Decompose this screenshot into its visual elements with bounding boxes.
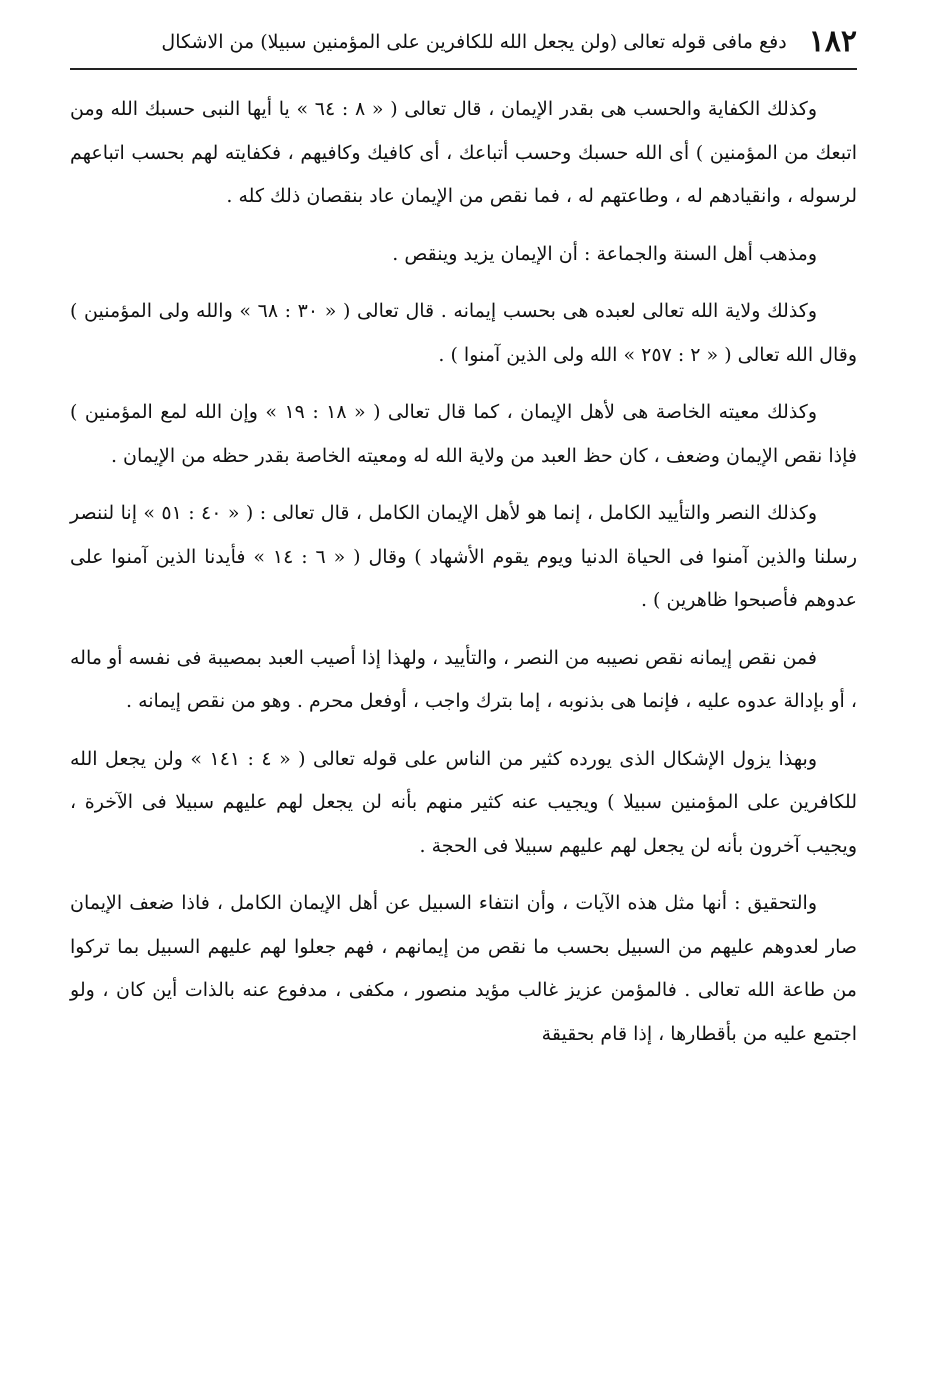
- running-title: دفع مافى قوله تعالى (ولن يجعل الله للكافرين على المؤمنين سبيلا) من الاشكال: [161, 31, 787, 53]
- paragraph-verification: والتحقيق : أنها مثل هذه الآيات ، وأن انتفاء السبيل عن أهل الإيمان الكامل ، فاذا ضعف الإيمان صار لعدوهم عليهم من السبيل بحسب ما نقص من إيمانهم ، فهم جعلوا لهم عليهم السبيل بما تركوا من طاعة الله تعالى . فالمؤمن عزيز غالب مؤيد منصور ، مكفى ، مدفوع عنه بالذات أين كان ، ولو اجتمع عليه من بأقطارها ، إذا قام بحقيقة: [70, 892, 857, 1045]
- paragraph-doctrine: ومذهب أهل السنة والجماعة : أن الإيمان يزيد وينقص .: [392, 242, 817, 265]
- paragraph-companionship: وكذلك معيته الخاصة هى لأهل الإيمان ، كما قال تعالى ( « ١٨ : ١٩ » وإن الله لمع المؤمنين ) فإذا نقص الإيمان وضعف ، كان حظ العبد من ولاية الله له ومعيته الخاصة بقدر حظه من الإيمان .: [70, 401, 857, 467]
- paragraph-victory: وكذلك النصر والتأييد الكامل ، إنما هو لأهل الإيمان الكامل ، قال تعالى : ( « ٤٠ : ٥١ » إنا لننصر رسلنا والذين آمنوا فى الحياة الدنيا ويوم يقوم الأشهاد ) وقال ( « ٦ : ١٤ » فأيدنا الذين آمنوا على عدوهم فأصبحوا ظاهرين ) .: [70, 502, 857, 611]
- paragraph-affliction: فمن نقص إيمانه نقص نصيبه من النصر ، والتأييد ، ولهذا إذا أصيب العبد بمصيبة فى نفسه أو ماله ، أو بإدالة عدوه عليه ، فإنما هى بذنوبه ، إما بترك واجب ، أوفعل محرم . وهو من نقص إيمانه .: [70, 646, 857, 712]
- paragraph-difficulty: وبهذا يزول الإشكال الذى يورده كثير من الناس على قوله تعالى ( « ٤ : ١٤١ » ولن يجعل الله للكافرين على المؤمنين سبيلا ) ويجيب عنه كثير منهم بأنه لن يجعل لهم عليهم سبيلا فى الآخرة ، ويجيب آخرون بأنه لن يجعل لهم عليهم سبيلا فى الحجة .: [70, 747, 857, 857]
- paragraph-sufficiency: وكذلك الكفاية والحسب هى بقدر الإيمان ، قال تعالى ( « ٨ : ٦٤ » يا أيها النبى حسبك الله ومن اتبعك من المؤمنين ) أى الله حسبك وحسب أتباعك ، أى كافيك وكافيهم ، فكفايته لهم بحسب اتباعهم لرسوله ، وانقيادهم له ، وطاعتهم له ، فما نقص من الإيمان عاد بنقصان ذلك كله .: [70, 98, 857, 207]
- paragraph-guardianship: وكذلك ولاية الله تعالى لعبده هى بحسب إيمانه . قال تعالى ( « ٣٠ : ٦٨ » والله ولى المؤمنين ) وقال الله تعالى ( « ٢ : ٢٥٧ » الله ولى الذين آمنوا ) .: [70, 300, 857, 366]
- page-number: ١٨٢: [808, 24, 857, 59]
- page-header: [70, 22, 857, 62]
- page-body: [70, 88, 857, 1070]
- header-divider: [70, 68, 857, 70]
